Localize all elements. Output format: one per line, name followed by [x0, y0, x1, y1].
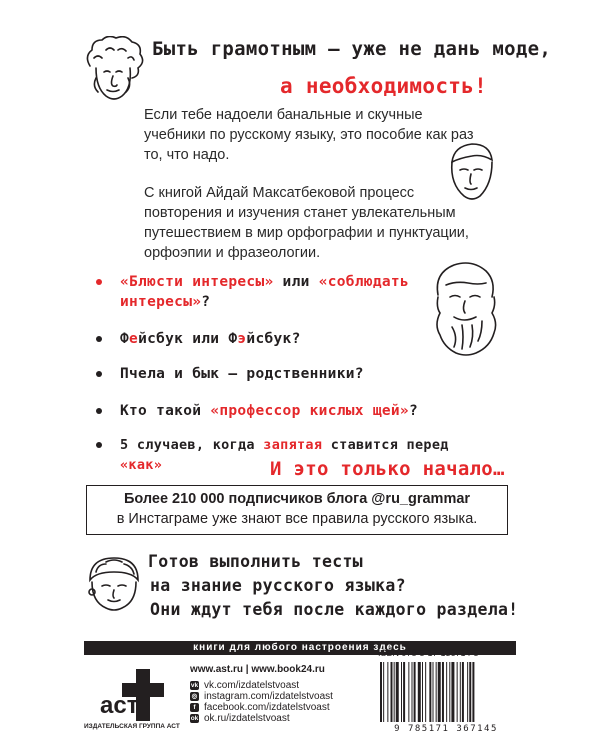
bullet-dot [96, 442, 102, 448]
closing-line: И это только начало… [270, 458, 505, 480]
list-item: «Блюсти интересы» или «соблюдать интересы»? [96, 272, 476, 312]
social-link-instagram[interactable]: ◎ instagram.com/izdatelstvoast [191, 691, 333, 702]
quiz-line-3: Они ждут тебя после каждого раздела! [150, 600, 519, 619]
bullet-dot [96, 279, 102, 285]
social-link-facebook[interactable]: f facebook.com/izdatelstvoast [190, 702, 333, 713]
social-link-ok[interactable]: ok ok.ru/izdatelstvoast [190, 713, 290, 724]
tagline-bar: книги для любого настроения здесь [84, 641, 516, 655]
bullet-dot [96, 371, 102, 377]
barcode-icon [378, 662, 514, 722]
quiz-block [148, 550, 519, 622]
quiz-line-1: Готов выполнить тесты [148, 552, 363, 571]
vk-icon: vk [190, 682, 199, 689]
bullet-dot [96, 408, 102, 414]
subscribers-box [86, 485, 508, 535]
facebook-icon: f [190, 703, 199, 712]
logo-text: аст [100, 692, 139, 719]
list-item: Пчела и бык — родственники? [96, 364, 476, 384]
subscribers-line-1: Более 210 000 подписчиков блога @ru_grammar [123, 491, 471, 507]
ast-logo-icon [84, 667, 178, 723]
headline-line-1: Быть грамотным — уже не дань моде, [152, 38, 552, 60]
social-link-vk[interactable]: vk vk.com/izdatelstvoast [190, 680, 300, 691]
intro-paragraph-1: Если тебе надоели банальные и скучные учебники по русскому языку, это пособие как раз то, что надо. [144, 107, 474, 163]
publisher-logo [84, 667, 178, 733]
list-item: Кто такой «профессор кислых щей»? [96, 401, 476, 421]
instagram-icon: ◎ [191, 693, 198, 700]
bullet-dot [96, 336, 102, 342]
woman-portrait [82, 552, 146, 616]
isbn-label: ISBN 978-5-17-136714-5 [378, 648, 479, 658]
social-links [190, 680, 333, 724]
pushkin-portrait [76, 36, 152, 104]
list-item: Фейсбук или Фэйсбук? [96, 329, 476, 349]
subscribers-line-2: в Инстаграме уже знают все правила русского языка. [116, 511, 478, 527]
headline-line-2: а необходимость! [280, 74, 488, 98]
website-links[interactable]: www.ast.ru | www.book24.ru [190, 664, 325, 675]
intro-paragraph-2: С книгой Айдай Максатбековой процесс повторения и изучения станет увлекательным путешествием в мир орфографии и пунктуации, орфоэпии и фразеологии. [144, 185, 469, 261]
list-item: 5 случаев, когда запятая ставится перед «как» [96, 435, 496, 475]
ok-icon: ok [190, 715, 199, 722]
publisher-caption: ИЗДАТЕЛЬСКАЯ ГРУППА АСТ [84, 723, 180, 730]
quiz-line-2: на знание русского языка? [150, 576, 406, 595]
barcode-number: 9 785171 367145 [394, 724, 498, 734]
